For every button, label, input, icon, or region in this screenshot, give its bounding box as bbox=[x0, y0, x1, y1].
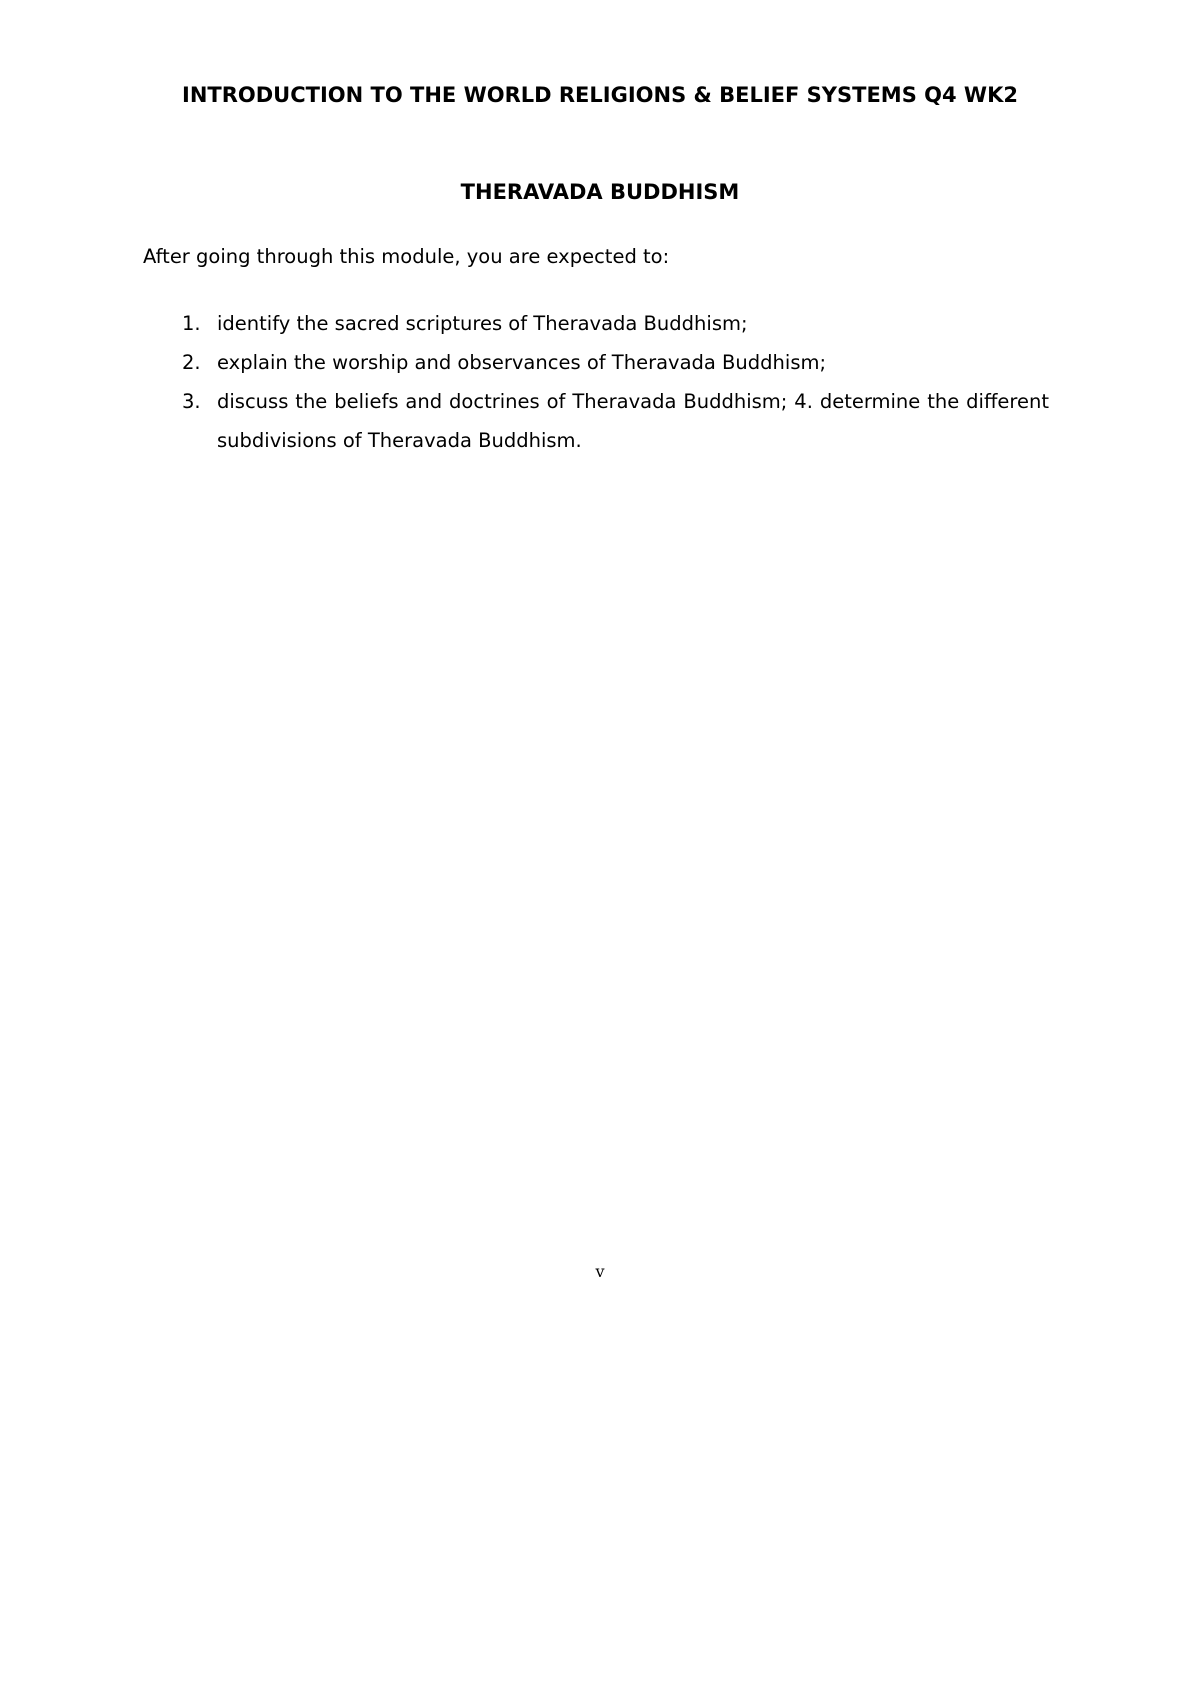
list-item-number: 1. bbox=[182, 312, 201, 335]
page-number: v bbox=[595, 1262, 605, 1281]
objectives-list bbox=[143, 304, 1049, 460]
document-title: INTRODUCTION TO THE WORLD RELIGIONS & BELIEF SYSTEMS Q4 WK2 bbox=[182, 83, 1018, 107]
list-item bbox=[143, 382, 1049, 460]
list-item bbox=[143, 304, 1049, 343]
section-title: THERAVADA BUDDHISM bbox=[460, 180, 740, 204]
list-item-number: 3. bbox=[182, 390, 201, 413]
list-item-text: discuss the beliefs and doctrines of Theravada Buddhism; 4. determine the different subdivisions of Theravada Buddhism. bbox=[217, 390, 1049, 452]
intro-text: After going through this module, you are expected to: bbox=[143, 245, 670, 268]
list-item-number: 2. bbox=[182, 351, 201, 374]
list-item-text: explain the worship and observances of Theravada Buddhism; bbox=[217, 351, 827, 374]
list-item-text: identify the sacred scriptures of Theravada Buddhism; bbox=[217, 312, 748, 335]
list-item bbox=[143, 343, 1049, 382]
